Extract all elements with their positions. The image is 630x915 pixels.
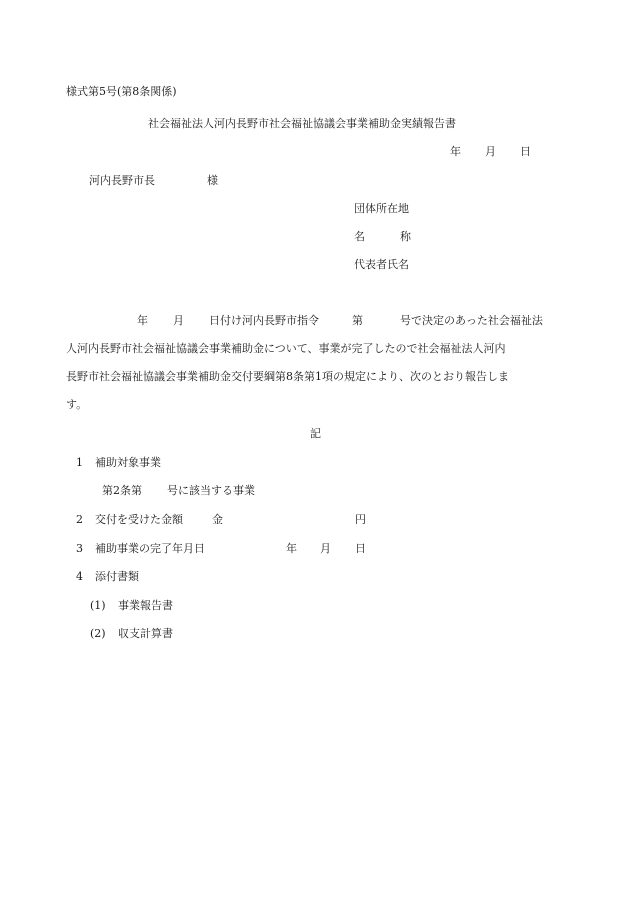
item3-number: 3 — [76, 542, 83, 555]
date-month-label: 月 — [485, 145, 496, 158]
item2-kin: 金 — [212, 513, 223, 526]
item2-en: 円 — [355, 513, 366, 526]
attachment1-label: 事業報告書 — [118, 599, 173, 612]
body-line3: 長野市社会福祉協議会事業補助金交付要綱第8条第1項の規定により、次のとおり報告しま — [66, 370, 509, 383]
item4-number: 4 — [76, 570, 83, 583]
attachment1-number: (1) — [90, 599, 106, 612]
date-year-label: 年 — [450, 145, 461, 158]
item3-day: 日 — [355, 542, 366, 555]
item1-sub-suffix: 号に該当する事業 — [167, 484, 255, 497]
form-label: 様式第5号(第8条関係) — [66, 85, 177, 98]
body-line1-year: 年 — [137, 314, 148, 327]
addressee-honorific: 様 — [207, 174, 218, 187]
body-line4: す。 — [66, 398, 88, 411]
body-line1-day-text: 日付け河内長野市指令 — [209, 314, 319, 327]
body-line1-dai: 第 — [352, 314, 363, 327]
item1-sub-prefix: 第2条第 — [102, 484, 142, 497]
document-title: 社会福祉法人河内長野市社会福祉協議会事業補助金実績報告書 — [148, 117, 456, 130]
body-line1-month: 月 — [173, 314, 184, 327]
item4-label: 添付書類 — [95, 570, 139, 583]
attachment2-number: (2) — [90, 627, 106, 640]
item1-number: 1 — [76, 456, 83, 469]
item1-label: 補助対象事業 — [95, 456, 161, 469]
applicant-representative-label: 代表者氏名 — [354, 258, 409, 271]
body-line1-rest: 号で決定のあった社会福祉法 — [400, 314, 543, 327]
item2-label: 交付を受けた金額 — [95, 513, 183, 526]
applicant-name-label-2: 称 — [400, 230, 411, 243]
date-day-label: 日 — [520, 145, 531, 158]
item3-label: 補助事業の完了年月日 — [95, 542, 205, 555]
item3-month: 月 — [320, 542, 331, 555]
applicant-address-label: 団体所在地 — [354, 202, 409, 215]
addressee-name: 河内長野市長 — [89, 174, 155, 187]
item3-year: 年 — [286, 542, 297, 555]
item2-number: 2 — [76, 513, 83, 526]
applicant-name-label-1: 名 — [354, 230, 365, 243]
attachment2-label: 収支計算書 — [118, 627, 173, 640]
body-line2: 人河内長野市社会福祉協議会事業補助金について、事業が完了したので社会福祉法人河内 — [66, 342, 506, 355]
ki-marker: 記 — [310, 427, 321, 440]
